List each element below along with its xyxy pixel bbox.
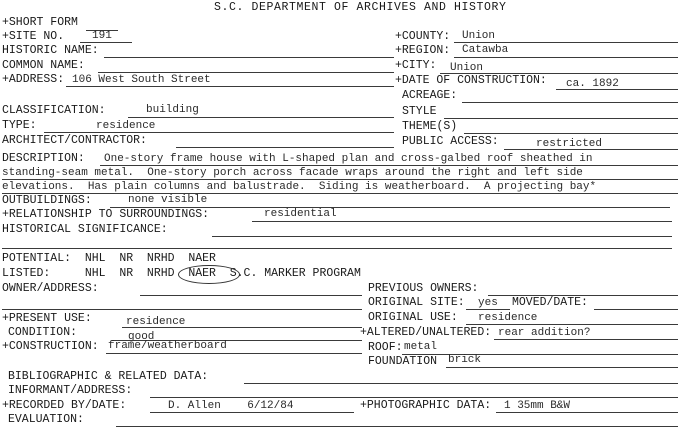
county-line <box>454 42 678 43</box>
present-use-line <box>122 327 362 328</box>
description-rule-1 <box>100 165 678 166</box>
present-use-label: +PRESENT USE: <box>2 312 92 325</box>
relationship-value: residential <box>264 208 337 220</box>
foundation-line <box>446 367 678 368</box>
photographic-line <box>496 412 678 413</box>
theme-line <box>464 133 678 134</box>
original-site-line <box>466 309 510 310</box>
owner-address-line-2 <box>2 309 362 310</box>
foundation-label: FOUNDATION <box>368 355 438 368</box>
style-line <box>444 118 678 119</box>
construction-line <box>106 353 362 354</box>
address-value: 106 West South Street <box>72 74 211 86</box>
public-access-value: restricted <box>536 138 603 150</box>
site-no-line <box>80 42 132 43</box>
city-value: Union <box>450 62 484 74</box>
photographic-label: +PHOTOGRAPHIC DATA: <box>360 399 492 412</box>
original-site-value: yes <box>478 297 498 309</box>
type-line <box>44 132 394 133</box>
original-use-label: ORIGINAL USE: <box>368 311 458 324</box>
roof-label: ROOF: <box>368 341 403 354</box>
evaluation-line <box>116 426 678 427</box>
architect-label: ARCHITECT/CONTRACTOR: <box>2 134 147 147</box>
acreage-line <box>462 102 678 103</box>
recorded-by-line <box>150 412 354 413</box>
recorded-by-value: D. Allen 6/12/84 <box>168 400 294 412</box>
owner-address-line <box>140 295 362 296</box>
address-line <box>66 86 394 87</box>
site-no-label: +SITE NO. <box>2 30 65 43</box>
section-divider <box>2 248 672 249</box>
page-title: S.C. DEPARTMENT OF ARCHIVES AND HISTORY <box>214 1 507 14</box>
original-use-value: residence <box>478 312 538 324</box>
bibliographic-line <box>244 383 678 384</box>
relationship-line <box>252 221 672 222</box>
description-label: DESCRIPTION: <box>2 152 85 165</box>
potential-row: POTENTIAL: NHL NR NRHD NAER <box>2 252 216 265</box>
informant-label: INFORMANT/ADDRESS: <box>8 384 133 397</box>
roof-line <box>402 354 678 355</box>
county-label: +COUNTY: <box>395 30 451 43</box>
relationship-label: +RELATIONSHIP TO SURROUNDINGS: <box>2 208 210 221</box>
date-of-construction-line <box>556 89 678 90</box>
city-label: +CITY: <box>395 59 437 72</box>
listed-row: LISTED: NHL NR NRHD NAER S.C. MARKER PROGRAM <box>2 267 361 280</box>
description-line-2: standing-seam metal. One-story porch across facade wraps around the right and left side <box>2 167 583 179</box>
present-use-value: residence <box>126 316 186 328</box>
condition-label: CONDITION: <box>8 326 78 339</box>
classification-line <box>128 117 394 118</box>
address-label: +ADDRESS: <box>2 73 65 86</box>
description-line-3: elevations. Has plain columns and balustrade. Siding is weatherboard. A projecting bay* <box>2 181 597 193</box>
public-access-label: PUBLIC ACCESS: <box>402 135 499 148</box>
condition-value: good <box>128 331 155 343</box>
foundation-value: brick <box>448 354 482 366</box>
description-line-1: One-story frame house with L-shaped plan and cross-galbed roof sheathed in <box>104 153 593 165</box>
historical-significance-line <box>212 236 672 237</box>
classification-value: building <box>146 104 199 116</box>
outbuildings-value: none visible <box>128 194 208 206</box>
moved-date-line <box>594 309 678 310</box>
type-value: residence <box>96 120 156 132</box>
historical-significance-label: HISTORICAL SIGNIFICANCE: <box>2 223 168 236</box>
recorded-by-label: +RECORDED BY/DATE: <box>2 399 127 412</box>
county-value: Union <box>462 30 496 42</box>
public-access-line <box>504 149 678 150</box>
altered-label: +ALTERED/UNALTERED: <box>360 326 492 339</box>
evaluation-label: EVALUATION: <box>8 413 84 426</box>
description-rule-2 <box>2 179 678 180</box>
style-label: STYLE <box>402 105 437 118</box>
classification-label: CLASSIFICATION: <box>2 104 106 117</box>
site-no-value: 191 <box>92 30 112 42</box>
original-use-line <box>466 324 678 325</box>
architect-line <box>176 147 394 148</box>
common-name-label: COMMON NAME: <box>2 59 85 72</box>
date-of-construction-value: ca. 1892 <box>566 78 619 90</box>
region-line <box>454 57 678 58</box>
date-of-construction-label: +DATE OF CONSTRUCTION: <box>395 74 547 87</box>
owner-address-label: OWNER/ADDRESS: <box>2 282 99 295</box>
theme-label: THEME(S) <box>402 120 458 133</box>
acreage-label: ACREAGE: <box>402 89 458 102</box>
original-site-label: ORIGINAL SITE: <box>368 296 465 309</box>
description-rule-3 <box>2 193 678 194</box>
altered-value: rear addition? <box>498 327 591 339</box>
historic-name-label: HISTORIC NAME: <box>2 44 99 57</box>
informant-line <box>150 397 678 398</box>
construction-label: +CONSTRUCTION: <box>2 340 99 353</box>
construction-value: frame/weatherboard <box>108 340 227 352</box>
outbuildings-label: OUTBUILDINGS: <box>2 194 92 207</box>
common-name-line <box>98 72 394 73</box>
nrhd-circle-mark <box>178 265 240 284</box>
photographic-value: 1 35mm B&W <box>504 400 571 412</box>
previous-owners-label: PREVIOUS OWNERS: <box>368 282 479 295</box>
region-label: +REGION: <box>395 44 451 57</box>
altered-line <box>494 339 678 340</box>
short-form-label: +SHORT FORM <box>2 16 78 29</box>
bibliographic-label: BIBLIOGRAPHIC & RELATED DATA: <box>8 370 209 383</box>
historic-name-line <box>104 57 394 58</box>
moved-date-label: MOVED/DATE: <box>512 296 588 309</box>
region-value: Catawba <box>462 44 509 56</box>
roof-value: metal <box>404 341 438 353</box>
type-label: TYPE: <box>2 119 37 132</box>
